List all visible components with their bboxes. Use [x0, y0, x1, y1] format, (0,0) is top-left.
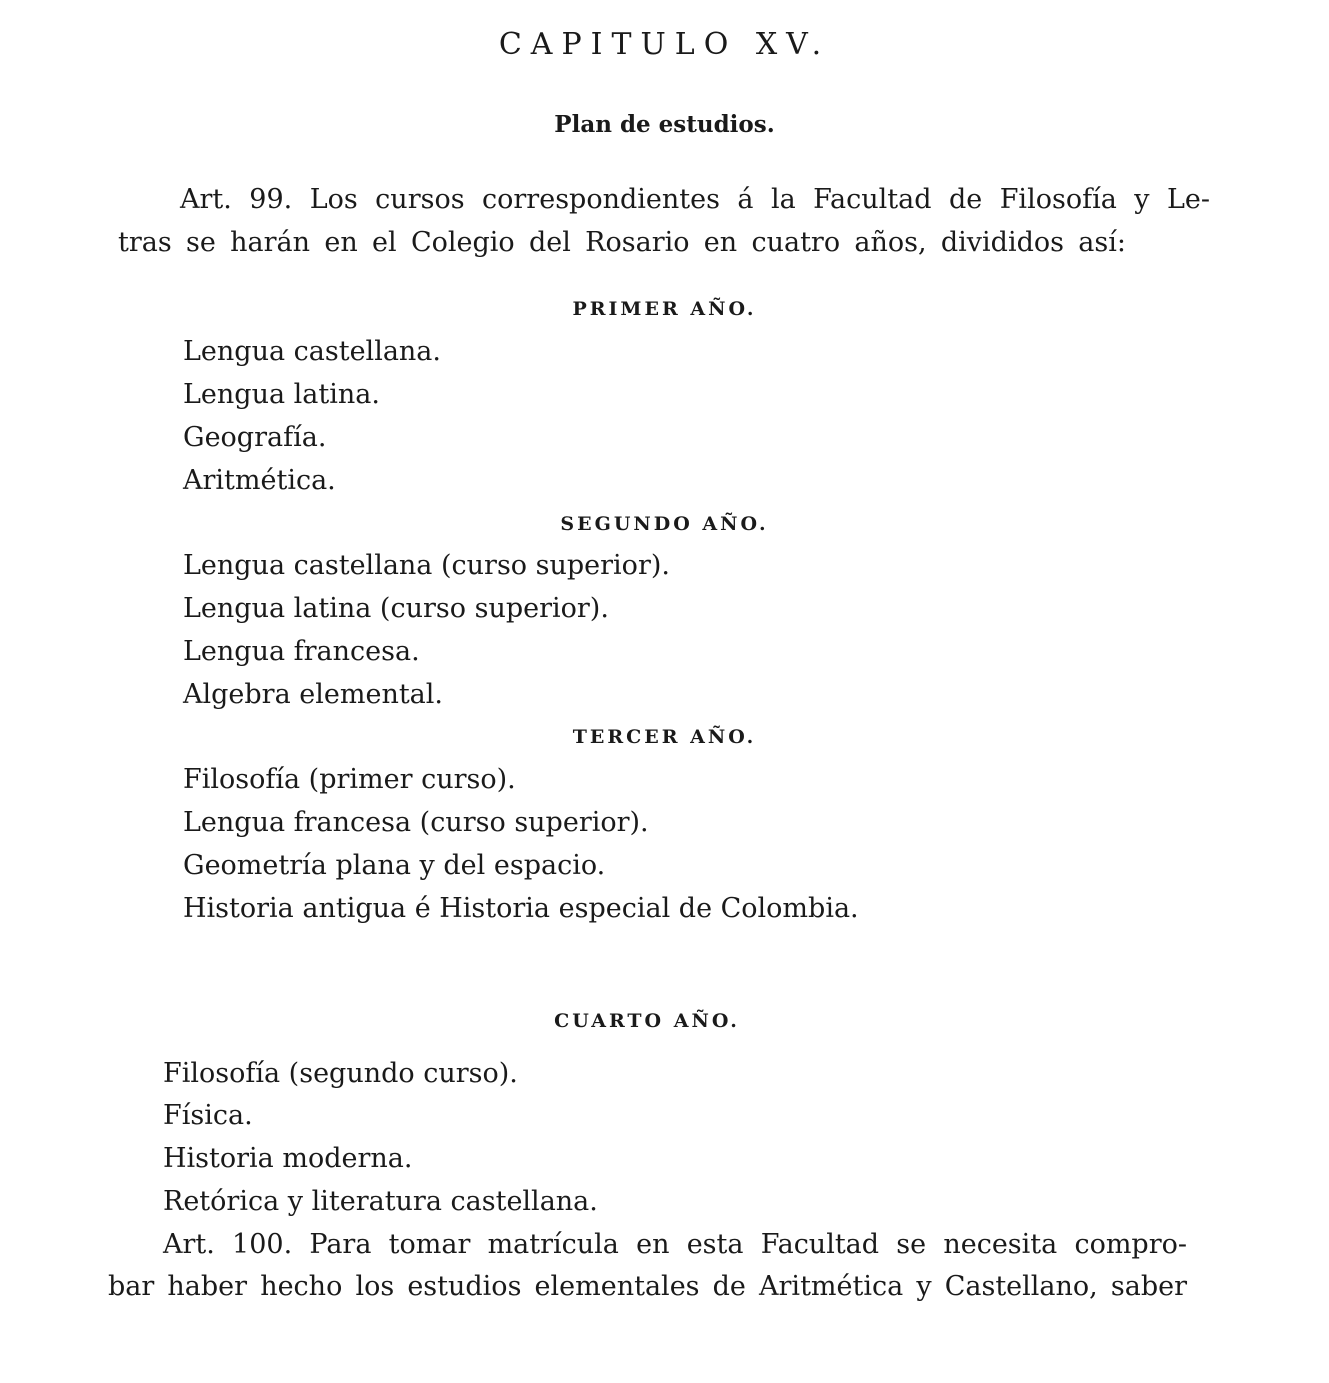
course-item: Aritmética.	[183, 465, 336, 496]
course-item: Lengua castellana (curso superior).	[183, 550, 670, 581]
year-heading: SEGUNDO AÑO.	[560, 513, 769, 535]
course-item: Lengua francesa.	[183, 636, 420, 667]
art99-line1: Art. 99. Los cursos correspondientes á la Facultad de Filosofía y Le-	[180, 184, 1210, 215]
course-item: Lengua francesa (curso superior).	[183, 807, 649, 838]
course-item: Lengua castellana.	[183, 336, 441, 367]
art100-line1: Art. 100. Para tomar matrícula en esta Facultad se necesita compro-	[163, 1229, 1187, 1260]
year-heading: CUARTO AÑO.	[554, 1010, 740, 1032]
course-item: Algebra elemental.	[183, 679, 443, 710]
chapter-title: CAPITULO XV.	[498, 27, 831, 62]
course-item: Geografía.	[183, 422, 327, 453]
course-item: Lengua latina.	[183, 379, 380, 410]
section-title: Plan de estudios.	[554, 111, 775, 138]
course-item: Filosofía (primer curso).	[183, 764, 516, 795]
art100-line2: bar haber hecho los estudios elementales de Aritmética y Castellano, saber	[108, 1271, 1187, 1302]
course-item: Historia moderna.	[163, 1143, 413, 1174]
course-item: Retórica y literatura castellana.	[163, 1186, 598, 1217]
course-item: Geometría plana y del espacio.	[183, 850, 606, 881]
course-item: Filosofía (segundo curso).	[163, 1058, 518, 1089]
art99-line2: tras se harán en el Colegio del Rosario en cuatro años, divididos así:	[118, 227, 1126, 258]
course-item: Lengua latina (curso superior).	[183, 593, 609, 624]
year-heading: TERCER AÑO.	[572, 726, 757, 748]
course-item: Historia antigua é Historia especial de Colombia.	[183, 893, 859, 924]
course-item: Física.	[163, 1100, 253, 1131]
year-heading: PRIMER AÑO.	[572, 298, 757, 320]
